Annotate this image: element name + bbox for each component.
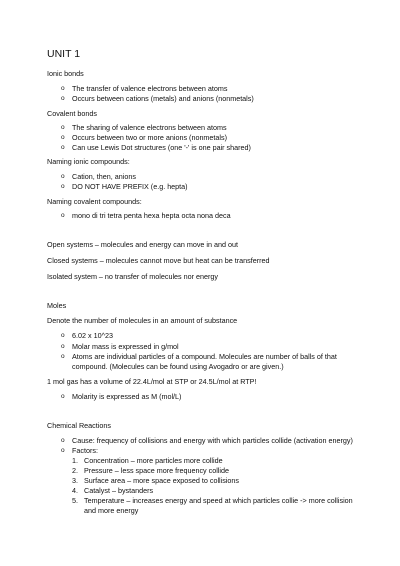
factor-item: Surface area – more space exposed to collisions <box>84 476 240 485</box>
factor-item: Concentration – more particles more collide <box>84 456 223 465</box>
ionic-item: The transfer of valence electrons between atoms <box>72 84 228 93</box>
reactions-cause-item: Cause: frequency of collisions and energy with which particles collide (activation energy) <box>72 436 353 445</box>
moles-heading: Moles <box>47 301 67 310</box>
moles-item: Atoms are individual particles of a compound. Molecules are number of balls of that compound. (Molecules can be found using Avogadro or are given.) <box>72 352 337 371</box>
naming-covalent-item: mono di tri tetra penta hexa hepta octa nona deca <box>72 211 231 220</box>
factor-number: 2. <box>72 466 78 475</box>
factor-item: Temperature – increases energy and speed at which particles collie -> more collision and more energy <box>84 496 353 515</box>
bullet-icon: o <box>61 85 65 92</box>
factor-number: 5. <box>72 496 78 505</box>
gas-volume-line: 1 mol gas has a volume of 22.4L/mol at STP or 24.5L/mol at RTP! <box>47 377 257 386</box>
factor-number: 1. <box>72 456 78 465</box>
bullet-icon: o <box>61 447 65 454</box>
naming-covalent-heading: Naming covalent compounds: <box>47 197 142 206</box>
bullet-icon: o <box>61 393 65 400</box>
covalent-item: Can use Lewis Dot structures (one '-' is one pair shared) <box>72 143 251 152</box>
factor-item: Catalyst – bystanders <box>84 486 154 495</box>
closed-systems-line: Closed systems – molecules cannot move but heat can be transferred <box>47 256 270 265</box>
naming-ionic-item: DO NOT HAVE PREFIX (e.g. hepta) <box>72 182 188 191</box>
bullet-icon: o <box>61 332 65 339</box>
bullet-icon: o <box>61 183 65 190</box>
bullet-icon: o <box>61 124 65 131</box>
factor-number: 4. <box>72 486 78 495</box>
bullet-icon: o <box>61 95 65 102</box>
naming-ionic-item: Cation, then, anions <box>72 172 136 181</box>
bullet-icon: o <box>61 437 65 444</box>
moles-denote-line: Denote the number of molecules in an amount of substance <box>47 316 238 325</box>
page-title: UNIT 1 <box>47 48 81 60</box>
isolated-system-line: Isolated system – no transfer of molecules nor energy <box>47 272 218 281</box>
bullet-icon: o <box>61 134 65 141</box>
chemical-reactions-heading: Chemical Reactions <box>47 421 111 430</box>
open-systems-line: Open systems – molecules and energy can move in and out <box>47 240 238 249</box>
bullet-icon: o <box>61 343 65 350</box>
covalent-item: The sharing of valence electrons between atoms <box>72 123 227 132</box>
bullet-icon: o <box>61 353 65 360</box>
factor-item: Pressure – less space more frequency collide <box>84 466 230 475</box>
molarity-item: Molarity is expressed as M (mol/L) <box>72 392 182 401</box>
factor-number: 3. <box>72 476 78 485</box>
ionic-bonds-heading: Ionic bonds <box>47 69 84 78</box>
bullet-icon: o <box>61 173 65 180</box>
reactions-factors-label: Factors: <box>72 446 98 455</box>
naming-ionic-heading: Naming ionic compounds: <box>47 157 130 166</box>
ionic-item: Occurs between cations (metals) and anions (nonmetals) <box>72 94 254 103</box>
covalent-bonds-heading: Covalent bonds <box>47 109 97 118</box>
bullet-icon: o <box>61 212 65 219</box>
moles-item: Molar mass is expressed in g/mol <box>72 342 179 351</box>
moles-item: 6.02 x 10^23 <box>72 331 113 340</box>
bullet-icon: o <box>61 144 65 151</box>
covalent-item: Occurs between two or more anions (nonmetals) <box>72 133 227 142</box>
